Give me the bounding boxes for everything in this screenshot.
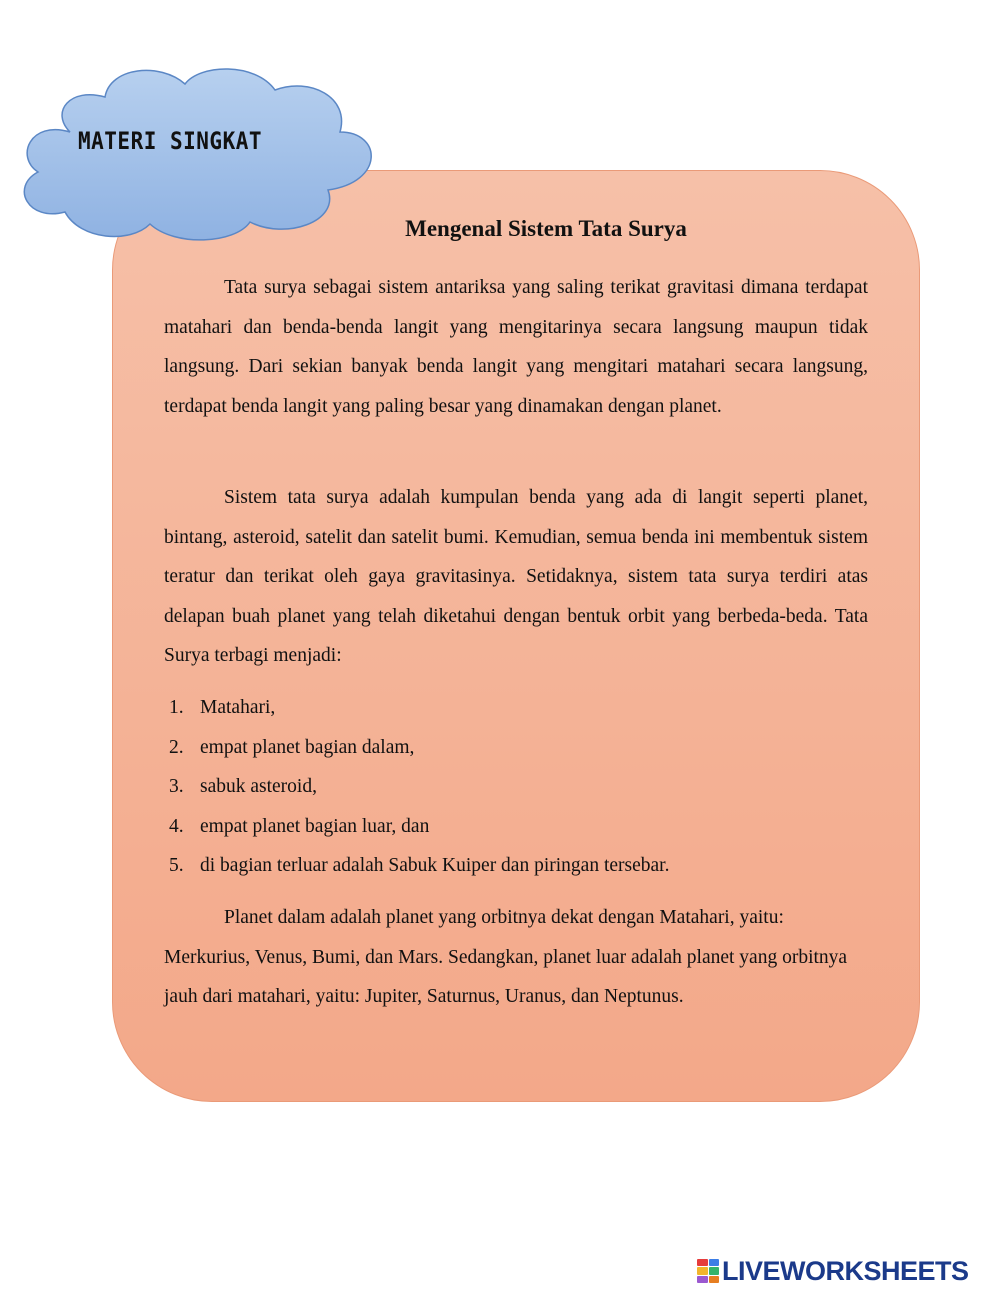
list-number: 5. bbox=[169, 855, 184, 877]
list-number: 4. bbox=[169, 815, 184, 837]
list-text: empat planet bagian dalam, bbox=[200, 736, 415, 758]
page-title: Mengenal Sistem Tata Surya bbox=[405, 216, 687, 241]
paragraph-planets: Planet dalam adalah planet yang orbitnya dekat dengan Matahari, yaitu: Merkurius, Venus, Bumi, dan Mars. Sedangkan, planet luar adalah planet yang orbitnya jauh dari matahari, yaitu: Jupiter, Saturnus, Uranus, dan Neptunus. bbox=[164, 907, 848, 1008]
list-item bbox=[164, 688, 868, 728]
list-number: 2. bbox=[169, 736, 184, 758]
list-text: di bagian terluar adalah Sabuk Kuiper dan piringan tersebar. bbox=[200, 855, 670, 877]
liveworksheets-icon bbox=[697, 1259, 719, 1283]
list-number: 1. bbox=[169, 697, 184, 718]
list-text: sabuk asteroid, bbox=[200, 776, 317, 798]
paragraph-system: Sistem tata surya adalah kumpulan benda yang ada di langit seperti planet, bintang, asteroid, satelit dan satelit bumi. Kemudian, semua benda ini membentuk sistem teratur dan terikat oleh gaya gravitasinya. Setidaknya, sistem tata surya terdiri atas delapan buah planet yang telah diketahui dengan bentuk orbit yang berbeda-beda. Tata Surya terbagi menjadi: bbox=[164, 487, 868, 667]
list-text: Matahari, bbox=[200, 697, 276, 718]
list-text: empat planet bagian luar, dan bbox=[200, 815, 430, 837]
liveworksheets-logo[interactable] bbox=[697, 1255, 969, 1287]
list-item bbox=[164, 807, 868, 847]
list-item bbox=[164, 728, 868, 768]
cloud-label: MATERI SINGKAT bbox=[78, 127, 263, 155]
paragraph-intro: Tata surya sebagai sistem antariksa yang saling terikat gravitasi dimana terdapat matahari dan benda-benda langit yang mengitarinya secara langsung maupun tidak langsung. Dari sekian banyak benda langit yang mengitari matahari secara langsung, terdapat benda langit yang paling besar yang dinamakan dengan planet. bbox=[164, 277, 868, 417]
logo-text: LIVEWORKSHEETS bbox=[722, 1255, 969, 1286]
list-item bbox=[164, 846, 868, 886]
list-item bbox=[164, 767, 868, 807]
solar-system-list bbox=[164, 688, 868, 886]
list-number: 3. bbox=[169, 776, 184, 798]
